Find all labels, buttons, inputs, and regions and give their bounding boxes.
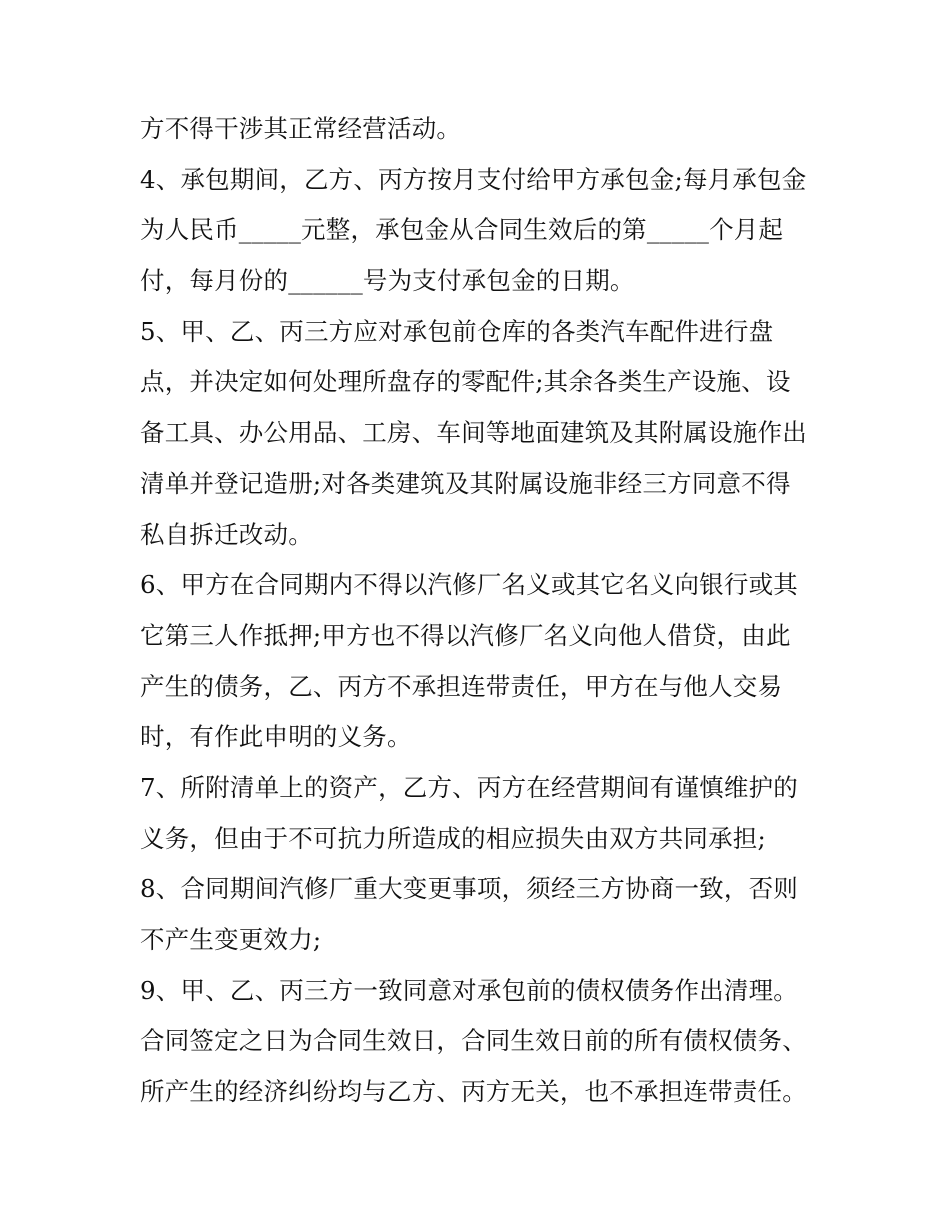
text-line: 合同签定之日为合同生效日，合同生效日前的所有债权债务、 [140,1026,807,1056]
text-line: 时，有作此申明的义务。 [140,722,412,752]
text-line: 5、甲、乙、丙三方应对承包前仓库的各类汽车配件进行盘 [140,316,774,346]
text-line: 方不得干涉其正常经营活动。 [140,114,462,143]
text-line: 6、甲方在合同期内不得以汽修厂名义或其它名义向银行或其 [140,570,798,600]
text-line: 点，并决定如何处理所盘存的零配件;其余各类生产设施、设 [140,367,791,397]
text-line: 不产生变更效力; [140,925,322,954]
text-line: 9、甲、乙、丙三方一致同意对承包前的债权债务作出清理。 [140,975,798,1005]
text-line: 7、所附清单上的资产，乙方、丙方在经营期间有谨慎维护的 [140,772,798,802]
text-line: 私自拆迁改动。 [140,519,313,549]
text-line: 备工具、办公用品、工房、车间等地面建筑及其附属设施作出 [140,418,807,448]
text-line: 所产生的经济纠纷均与乙方、丙方无关，也不承担连带责任。 [140,1077,807,1107]
text-line: 清单并登记造册;对各类建筑及其附属设施非经三方同意不得 [140,468,791,498]
text-line: 产生的债务，乙、丙方不承担连带责任，甲方在与他人交易 [140,671,783,701]
text-line: 8、合同期间汽修厂重大变更事项，须经三方协商一致，否则 [140,874,798,904]
text-line: 它第三人作抵押;甲方也不得以汽修厂名义向他人借贷，由此 [140,620,791,650]
text-line: 为人民币_____元整，承包金从合同生效后的第_____个月起 [140,215,784,245]
text-line: 义务，但由于不可抗力所造成的相应损失由双方共同承担; [140,823,766,853]
text-line: 4、承包期间，乙方、丙方按月支付给甲方承包金;每月承包金 [140,164,807,194]
text-line: 付，每月份的______号为支付承包金的日期。 [140,266,635,296]
contract-text-block [140,104,830,1118]
